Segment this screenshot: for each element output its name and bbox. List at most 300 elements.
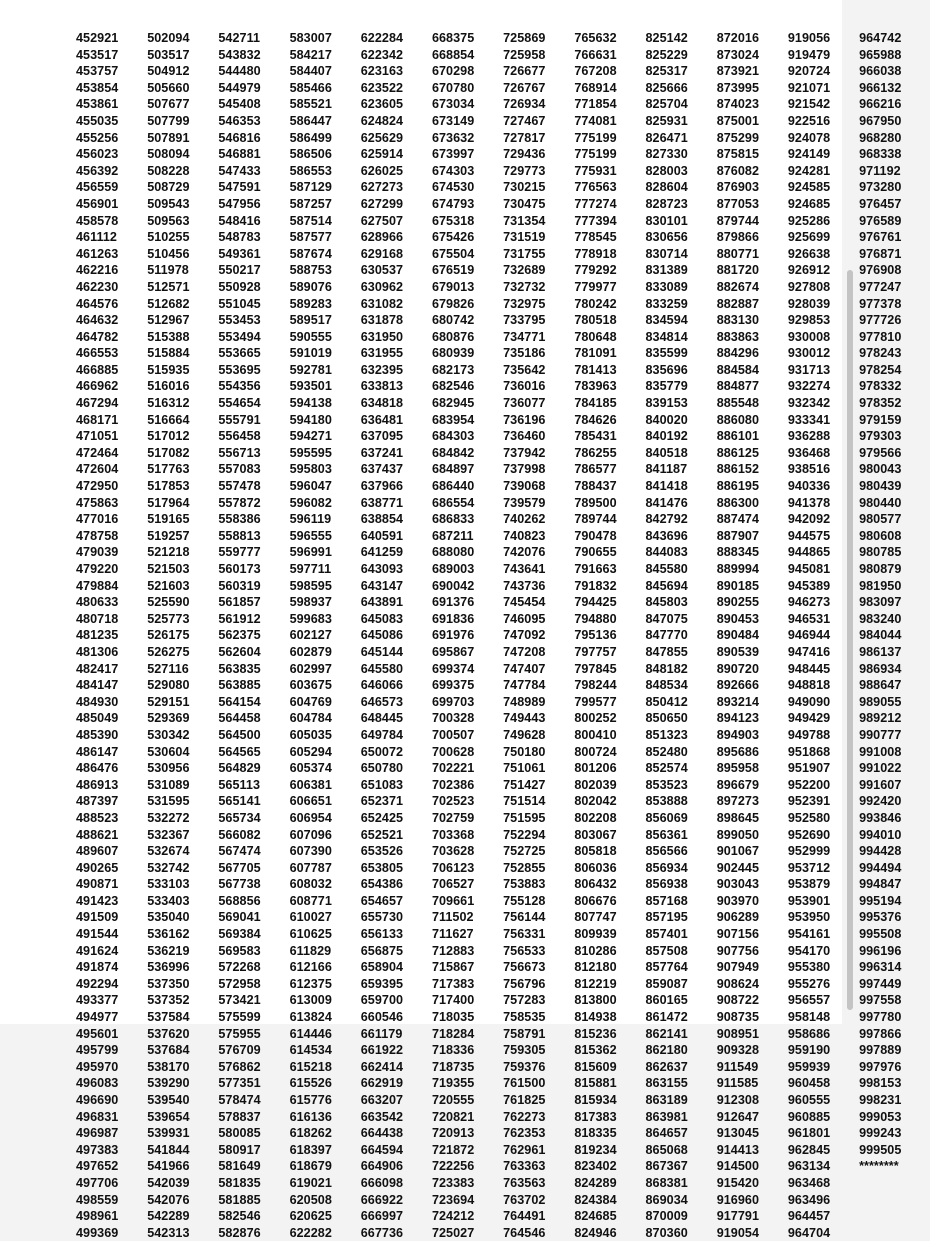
number-cell: 799577 [574,694,617,709]
number-cell: 805818 [574,844,617,859]
number-cell: 991022 [859,761,902,776]
number-cell: 781413 [574,362,617,377]
number-cell: 777394 [574,213,617,228]
number-cell: 564565 [218,744,261,759]
number-cell: 997449 [859,976,902,991]
number-cell: 567738 [218,877,261,892]
number-cell: 916960 [716,1192,760,1207]
number-cell: 894903 [716,727,760,742]
number-cell: 907156 [716,927,760,942]
number-cell: 655730 [360,910,404,925]
number-cell: 876082 [716,163,760,178]
number-cell: 906289 [716,910,760,925]
number-cell: 575599 [218,1010,261,1025]
number-cell: 519165 [147,512,190,527]
number-cell: 756533 [503,943,546,958]
number-cell: 966216 [859,97,902,112]
number-cell: 682173 [431,362,475,377]
number-cell: 700507 [431,727,475,742]
number-cell: 626025 [360,163,404,178]
number-cell: 857195 [645,910,688,925]
number-cell: 807747 [574,910,617,925]
number-cell: 924149 [787,147,831,162]
number-cell: 752294 [503,827,546,842]
number-cell: 930012 [787,346,831,361]
number-cell: 631950 [360,329,404,344]
number-cell: 712883 [431,943,475,958]
number-cell: 585521 [289,97,332,112]
number-cell: 573421 [218,993,261,1008]
number-cell: 560173 [218,562,261,576]
number-cell: 960458 [787,1076,831,1091]
number-cell: 850412 [645,694,688,709]
number-cell: 794425 [574,595,617,610]
number-cell: 606954 [289,810,332,825]
number-cell: 862180 [645,1043,688,1058]
number-cell: 582876 [218,1225,261,1240]
number-cell: 924585 [787,180,831,195]
number-cell: 568856 [218,893,261,908]
number-cell: 536219 [147,943,190,958]
number-cell: 564829 [218,761,261,776]
number-cell: 509543 [147,196,190,211]
number-cell: 532674 [147,844,190,859]
number-cell: 566082 [218,827,261,842]
number-cell: 767208 [574,64,617,79]
number-cell: 517082 [147,445,190,460]
number-cell: 966038 [859,64,902,79]
number-cell: 499369 [76,1225,119,1240]
number-cell: 944865 [787,545,831,560]
number-cell: 706123 [431,860,475,875]
number-cell: 877053 [716,196,760,211]
number-cell: 699703 [431,694,475,709]
number-cell: 824685 [574,1209,617,1224]
number-cell: 801206 [574,761,617,776]
number-cell: 519257 [147,528,190,543]
number-cell: 995508 [859,927,902,942]
number-cell: 815881 [574,1076,617,1091]
number-cell: 627299 [360,196,404,211]
number-cell: 929853 [787,313,831,328]
number-cell: 908722 [716,993,760,1008]
number-cell: 928039 [787,296,831,311]
number-cell: 873995 [716,80,760,95]
number-cell: 575955 [218,1026,261,1041]
number-cell: 637437 [360,462,404,477]
number-cell: 462230 [76,279,119,294]
number-cell: 468171 [76,412,119,427]
number-cell: 630537 [360,263,404,278]
number-cell: 908951 [716,1026,760,1041]
number-cell: 553453 [218,313,261,328]
number-cell: 926638 [787,246,831,261]
number-cell: 863155 [645,1076,688,1091]
number-cell: 898645 [716,810,760,825]
number-cell: 629168 [360,246,404,261]
number-cell: 515884 [147,346,190,361]
number-cell: 565141 [218,794,261,809]
number-column [646,30,717,1241]
number-cell: 815362 [574,1043,617,1058]
number-cell: 456901 [76,196,119,211]
number-cell: 554654 [218,396,261,411]
number-cell: 879744 [716,213,760,228]
number-cell: 604784 [289,711,332,726]
number-cell: 512682 [147,296,190,311]
number-cell: 962845 [787,1142,831,1157]
number-cell: 755128 [503,893,546,908]
number-cell: 986137 [859,644,902,659]
number-cell: 510255 [147,230,190,245]
number-cell: 475863 [76,495,119,510]
number-cell: 569384 [218,927,261,942]
number-cell: 592781 [289,362,332,377]
number-cell: 654657 [360,893,404,908]
number-cell: 956557 [787,993,831,1008]
number-cell: 914500 [716,1159,760,1174]
number-cell: 461263 [76,246,119,261]
number-cell: 564500 [218,727,261,742]
number-cell: 775199 [574,130,617,145]
number-cell: 924685 [787,196,831,211]
number-cell: 508094 [147,147,190,162]
number-cell: 996196 [859,943,902,958]
number-cell: 851323 [645,727,688,742]
number-cell: 718735 [431,1059,475,1074]
number-cell: 686440 [431,479,475,494]
number-cell: 815934 [574,1093,617,1107]
number-cell: 643891 [360,595,404,610]
number-cell: 857508 [645,943,688,958]
number-cell: 605035 [289,727,332,742]
number-cell: 726934 [503,97,546,112]
number-cell: 610027 [289,910,332,925]
number-cell: 964704 [787,1225,831,1240]
number-cell: 652371 [360,794,404,809]
number-cell: 466962 [76,379,119,394]
number-cell: 953901 [787,893,831,908]
number-cell: 675318 [431,213,475,228]
number-cell: 494977 [76,1010,119,1025]
number-cell: 778545 [574,230,617,245]
number-cell: 587674 [289,246,332,261]
number-cell: 724212 [431,1209,475,1224]
number-cell: 508729 [147,180,190,195]
number-cell: 699375 [431,678,475,693]
number-cell: 998153 [859,1076,902,1091]
number-cell: 589283 [289,296,332,311]
number-cell: 548783 [218,230,261,245]
number-cell: 884877 [716,379,760,394]
number-cell: 762353 [503,1126,546,1141]
number-cell: 980577 [859,512,902,527]
number-cell: 521218 [147,545,190,560]
number-cell: 553494 [218,329,261,344]
number-cell: 625914 [360,147,404,162]
number-cell: 749628 [503,727,546,742]
number-cell: 907756 [716,943,760,958]
scrollbar-thumb[interactable] [847,270,853,1010]
number-cell: 585466 [289,80,332,95]
number-cell: 673149 [431,113,475,128]
number-cell: 936468 [787,445,831,460]
vertical-scrollbar[interactable] [842,0,858,1024]
number-cell: 497706 [76,1175,119,1190]
number-cell: 542313 [147,1225,190,1240]
number-cell: 861472 [645,1010,688,1025]
number-cell: 561857 [218,595,261,610]
number-cell: 622284 [360,31,404,45]
number-cell: 526175 [147,628,190,643]
number-cell: 702759 [431,810,475,825]
number-cell: 582546 [218,1209,261,1224]
number-cell: 872016 [716,31,760,45]
number-cell: 752725 [503,844,546,859]
number-cell: 890453 [716,611,760,626]
number-cell: 825229 [645,47,688,62]
number-cell: 722256 [431,1159,475,1174]
number-cell: 980785 [859,545,902,560]
number-cell: 976761 [859,230,902,245]
number-column [76,30,147,1241]
number-cell: 645144 [360,644,404,659]
number-cell: 675426 [431,230,475,245]
number-cell: 856938 [645,877,688,892]
number-cell: 539931 [147,1126,190,1141]
number-cell: 674793 [431,196,475,211]
number-cell: 497652 [76,1159,119,1174]
number-cell: 565734 [218,810,261,825]
number-cell: 490265 [76,860,119,875]
number-cell: 818335 [574,1126,617,1141]
number-cell: 944575 [787,528,831,543]
number-cell: 736196 [503,412,546,427]
number-cell: 491423 [76,893,119,908]
number-cell: 833259 [645,296,688,311]
number-cell: 827330 [645,147,688,162]
number-cell: 997976 [859,1059,902,1074]
number-cell: 751514 [503,794,546,809]
number-cell: 730475 [503,196,546,211]
number-cell: 869034 [645,1192,688,1207]
number-cell: 921071 [787,80,831,95]
number-cell: 800724 [574,744,617,759]
number-cell: 717400 [431,993,475,1008]
number-cell: 922516 [787,113,831,128]
number-cell: 555791 [218,412,261,427]
number-cell: 758535 [503,1010,546,1025]
number-cell: 764546 [503,1225,546,1240]
number-cell: 608771 [289,893,332,908]
number-cell: 848534 [645,678,688,693]
number-cell: 847075 [645,611,688,626]
number-cell: 608032 [289,877,332,892]
number-cell: 515388 [147,329,190,344]
number-cell: 730215 [503,180,546,195]
number-cell: 817383 [574,1109,617,1124]
number-cell: 739579 [503,495,546,510]
number-cell: 598937 [289,595,332,610]
number-cell: 753883 [503,877,546,892]
number-cell: 718284 [431,1026,475,1041]
number-cell: 830714 [645,246,688,261]
number-cell: 853888 [645,794,688,809]
number-cell: 666997 [360,1209,404,1224]
number-cell: 481306 [76,644,119,659]
number-cell: 911585 [716,1076,759,1091]
number-cell: 472464 [76,445,119,460]
number-cell: 997866 [859,1026,902,1041]
number-cell: 988647 [859,678,902,693]
number-cell: 797845 [574,661,617,676]
number-cell: 602879 [289,644,332,659]
number-cell: 547956 [218,196,261,211]
number-cell: 493377 [76,993,119,1008]
number-cell: 593501 [289,379,332,394]
number-cell: 994010 [859,827,902,842]
number-cell: 914413 [716,1142,760,1157]
number-cell: 478758 [76,528,119,543]
number-cell: 940336 [787,479,831,494]
number-cell: 996314 [859,960,902,975]
number-cell: 736016 [503,379,546,394]
number-cell: 828604 [645,180,688,195]
number-cell: 516664 [147,412,190,427]
number-cell: 624824 [360,113,404,128]
number-cell: 747407 [503,661,546,676]
number-cell: 830656 [645,230,688,245]
number-cell: 539290 [147,1076,190,1091]
number-cell: 763702 [503,1192,546,1207]
number-cell: 903043 [716,877,760,892]
number-cell: 598595 [289,578,332,593]
number-cell: 488523 [76,810,119,825]
number-cell: 824384 [574,1192,617,1207]
number-cell: 835696 [645,362,688,377]
number-cell: 711627 [431,927,474,942]
number-cell: 479039 [76,545,119,560]
number-cell: 664906 [360,1159,404,1174]
number-cell: 884296 [716,346,760,361]
number-cell: 512967 [147,313,190,328]
number-cell: 482417 [76,661,119,676]
number-cell: 512571 [147,279,190,294]
number-cell: 689003 [431,562,475,576]
number-cell: 875001 [716,113,760,128]
number-cell: 526275 [147,644,190,659]
number-cell: 486147 [76,744,119,759]
number-cell: 999243 [859,1126,902,1141]
number-cell: 548416 [218,213,261,228]
number-cell: 533403 [147,893,190,908]
number-cell: 762961 [503,1142,546,1157]
number-cell: 990777 [859,727,902,742]
number-cell: 527116 [147,661,189,676]
number-cell: 674530 [431,180,475,195]
number-cell: 537352 [147,993,190,1008]
number-cell: 791832 [574,578,617,593]
number-cell: 612375 [289,976,332,991]
number-cell: 895686 [716,744,760,759]
number-cell: 815609 [574,1059,617,1074]
number-cell: 511978 [147,263,189,278]
number-cell: 633813 [360,379,404,394]
number-cell: 723694 [431,1192,475,1207]
number-cell: 586499 [289,130,332,145]
number-cell: 542711 [218,31,261,45]
number-cell: 948818 [787,678,831,693]
number-cell: 981950 [859,578,902,593]
number-cell: 622342 [360,47,404,62]
number-cell: 750180 [503,744,546,759]
number-cell: 825142 [645,31,688,45]
number-cell: 886152 [716,462,760,477]
number-cell: 650780 [360,761,404,776]
number-cell: 607390 [289,844,332,859]
number-cell: 605374 [289,761,332,776]
number-cell: 668375 [431,31,475,45]
number-cell: 920724 [787,64,831,79]
number-cell: 789500 [574,495,617,510]
number-cell: 948445 [787,661,831,676]
number-cell: 748989 [503,694,546,709]
number-cell: 581649 [218,1159,261,1174]
number-cell: 586447 [289,113,332,128]
number-cell: 756673 [503,960,546,975]
number-cell: 751427 [503,777,546,792]
number-cell: 544480 [218,64,261,79]
number-cell: 850650 [645,711,688,726]
number-cell: 890539 [716,644,760,659]
number-cell: 903970 [716,893,760,908]
number-cell: 643147 [360,578,404,593]
number-cell: 461112 [76,230,117,245]
number-cell: 729436 [503,147,546,162]
number-cell: 747092 [503,628,546,643]
number-cell: 899050 [716,827,760,842]
number-cell: 930008 [787,329,831,344]
number-cell: 980439 [859,479,902,494]
number-cell: 881720 [716,263,760,278]
number-cell: 989055 [859,694,902,709]
number-cell: 576709 [218,1043,261,1058]
number-cell: 486913 [76,777,119,792]
number-cell: 656875 [360,943,404,958]
number-cell: 641259 [360,545,404,560]
number-cell: 729773 [503,163,546,178]
number-cell: 856566 [645,844,688,859]
number-cell: 802208 [574,810,617,825]
number-cell: 491544 [76,927,119,942]
number-cell: 623163 [360,64,404,79]
number-cell: 955380 [787,960,831,975]
number-cell: 491624 [76,943,119,958]
number-cell: 546816 [218,130,261,145]
number-cell: 947416 [787,644,831,659]
number-cell: 784626 [574,412,617,427]
number-cell: 765632 [574,31,617,45]
number-cell: 862637 [645,1059,688,1074]
number-cell: 732732 [503,279,546,294]
number-cell: 537584 [147,1010,190,1025]
number-cell: 496987 [76,1126,119,1141]
number-cell: 952200 [787,777,831,792]
number-cell: 680876 [431,329,475,344]
number-cell: 823402 [574,1159,617,1174]
number-cell: 841187 [645,462,688,477]
number-cell: 595803 [289,462,332,477]
